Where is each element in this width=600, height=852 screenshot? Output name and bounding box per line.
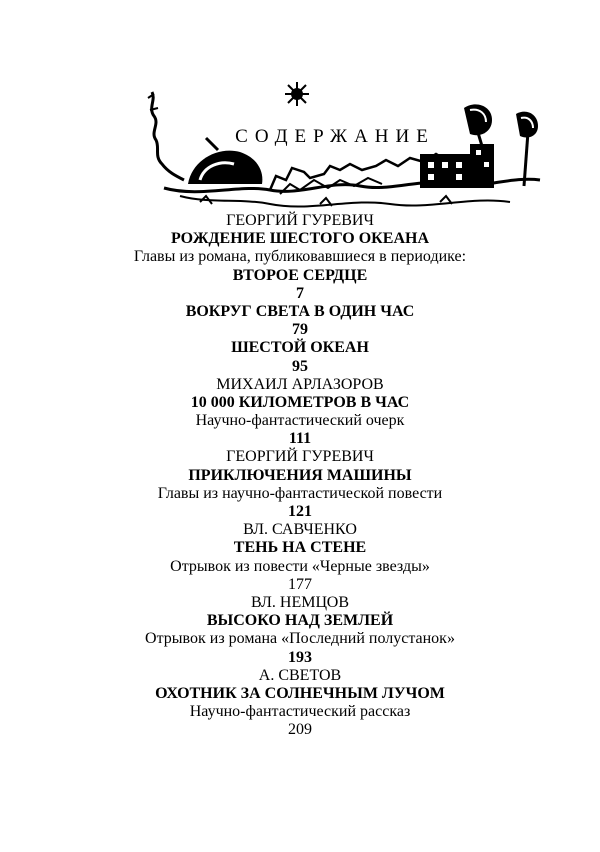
page-number: 7 bbox=[296, 284, 304, 302]
page-number: 177 bbox=[288, 575, 312, 593]
entry-author: ВЛ. САВЧЕНКО bbox=[243, 521, 357, 539]
page-number: 79 bbox=[292, 321, 308, 339]
page-number: 111 bbox=[288, 430, 312, 448]
entry-title: ОХОТНИК ЗА СОЛНЕЧНЫМ ЛУЧОМ bbox=[155, 684, 445, 702]
entry-note: Главы из романа, публиковавшиеся в периодике: bbox=[133, 248, 467, 266]
entry-author: ГЕОРГИЙ ГУРЕВИЧ bbox=[226, 212, 374, 229]
entry-note: Отрывок из повести «Черные звезды» bbox=[170, 557, 430, 575]
part-title: ВТОРОЕ СЕРДЦЕ bbox=[232, 266, 368, 284]
entry-note: Отрывок из романа «Последний полустанок» bbox=[145, 630, 455, 648]
entry-note: Главы из научно-фантастической повести bbox=[157, 484, 443, 502]
part-title: ШЕСТОЙ ОКЕАН bbox=[231, 339, 369, 357]
page-number: 95 bbox=[292, 357, 308, 375]
page-number: 209 bbox=[288, 721, 312, 739]
entry-note: Научно-фантастический рассказ bbox=[189, 703, 411, 721]
entry-title: 10 000 КИЛОМЕТРОВ В ЧАС bbox=[190, 393, 410, 411]
contents-heading: СОДЕРЖАНИЕ bbox=[235, 126, 435, 147]
star-icon bbox=[285, 82, 309, 106]
city-skyline-illustration bbox=[140, 80, 550, 220]
entry-author: ВЛ. НЕМЦОВ bbox=[250, 593, 350, 611]
page-number: 193 bbox=[288, 648, 312, 666]
city-skyline-icon bbox=[140, 80, 550, 220]
entry-note: Научно-фантастический очерк bbox=[195, 412, 405, 430]
entry-author: ГЕОРГИЙ ГУРЕВИЧ bbox=[226, 448, 374, 466]
entry-title: РОЖДЕНИЕ ШЕСТОГО ОКЕАНА bbox=[171, 230, 429, 248]
table-of-contents bbox=[0, 212, 600, 739]
part-title: ВОКРУГ СВЕТА В ОДИН ЧАС bbox=[185, 302, 415, 320]
page-number: 121 bbox=[288, 503, 312, 520]
entry-title: ПРИКЛЮЧЕНИЯ МАШИНЫ bbox=[188, 466, 412, 484]
entry-title: ВЫСОКО НАД ЗЕМЛЕЙ bbox=[206, 612, 394, 630]
entry-author: МИХАИЛ АРЛАЗОРОВ bbox=[216, 375, 384, 393]
entry-author: А. СВЕТОВ bbox=[258, 666, 342, 684]
entry-title: ТЕНЬ НА СТЕНЕ bbox=[233, 539, 367, 557]
radar-antenna-icon bbox=[516, 112, 538, 186]
